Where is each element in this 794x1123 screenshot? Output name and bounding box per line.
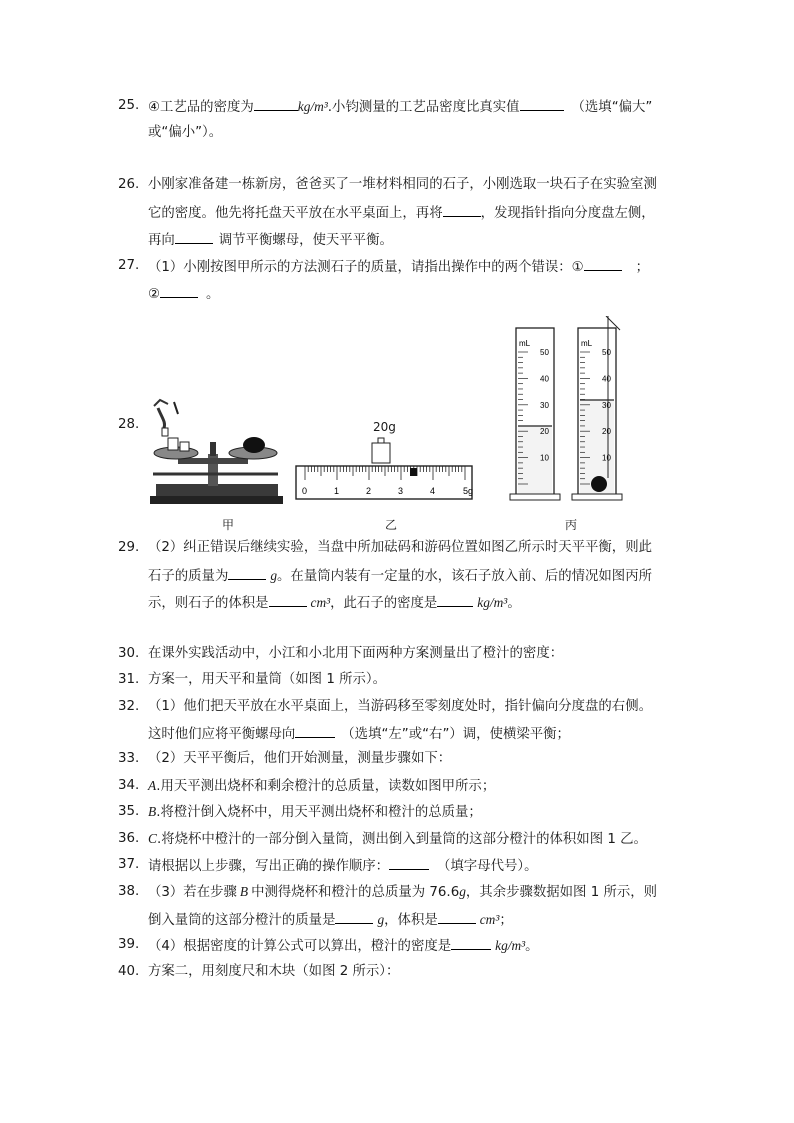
ruler-tick-label: 2	[366, 486, 372, 496]
cylinder-tick-label: 40	[540, 374, 549, 384]
figure-caption-bing: 丙	[565, 518, 578, 532]
question-line: 示，则石子的体积是 cm³，此石子的密度是 kg/m³。	[148, 595, 521, 611]
answer-blank[interactable]	[438, 910, 476, 924]
question-line: 或“偏小”）。	[148, 125, 223, 140]
cylinder-tick-label: 30	[602, 400, 611, 410]
ruler-tick-label: 3	[398, 486, 404, 496]
answer-blank[interactable]	[295, 724, 335, 738]
cylinder-tick-label: 20	[602, 427, 611, 437]
ruler-tick-label: 1	[334, 486, 340, 496]
question-line: （4）根据密度的计算公式可以算出，橙汁的密度是 kg/m³。	[148, 938, 539, 954]
question-line: 小刚家准备建一栋新房，爸爸买了一堆材料相同的石子，小刚选取一块石子在实验室测	[148, 177, 657, 192]
answer-blank[interactable]	[443, 203, 481, 217]
answer-blank[interactable]	[389, 856, 429, 870]
weight-and-ruler	[295, 436, 475, 502]
ruler-tick-label: 0	[302, 486, 308, 496]
question-number: 30.	[118, 646, 140, 661]
question-line: （3）若在步骤 B 中测得烧杯和橙汁的总质量为 76.6g，其余步骤数据如图 1 所示，则	[148, 884, 658, 900]
question-line: 方案二，用刻度尺和木块（如图 2 所示）：	[148, 964, 400, 979]
answer-blank[interactable]	[269, 593, 307, 607]
cylinder-tick-label: 10	[540, 453, 549, 463]
question-line: （2）纠正错误后继续实验，当盘中所加砝码和游码位置如图乙所示时天平平衡，则此	[148, 540, 652, 555]
cylinder-unit-label: mL	[581, 339, 593, 348]
question-line: ④工艺品的密度为 kg/m³.小钧测量的工艺品密度比真实值 （选填“偏大”	[148, 99, 653, 115]
answer-blank[interactable]	[451, 936, 491, 950]
question-number: 35.	[118, 804, 140, 819]
weight-label: 20g	[373, 420, 396, 434]
cylinder-tick-label: 10	[602, 453, 611, 463]
cylinder-tick-label: 20	[540, 427, 549, 437]
question-line: C.将烧杯中橙汁的一部分倒入量筒，测出倒入到量筒的这部分橙汁的体积如图 1 乙。	[148, 831, 647, 847]
question-number: 33.	[118, 751, 140, 766]
cylinder-tick-label: 40	[602, 374, 611, 384]
question-number: 39.	[118, 937, 140, 952]
balance-illustration	[148, 398, 283, 506]
cylinders-illustration	[506, 316, 626, 504]
answer-blank[interactable]	[254, 97, 298, 111]
question-28-number: 28.	[118, 417, 140, 432]
question-line: A.用天平测出烧杯和剩余橙汁的总质量，读数如图甲所示；	[148, 778, 496, 794]
question-line: B.将橙汁倒入烧杯中，用天平测出烧杯和橙汁的总质量；	[148, 804, 482, 820]
answer-blank[interactable]	[175, 230, 213, 244]
question-line: 石子的质量为 g。在量筒内装有一定量的水，该石子放入前、后的情况如图丙所	[148, 568, 652, 584]
cylinder-unit-label: mL	[519, 339, 531, 348]
cylinder-tick-label: 50	[540, 348, 549, 357]
question-line: ② 。	[148, 284, 219, 304]
question-line: 这时他们应将平衡螺母向 （选填“左”或“右”）调，使横梁平衡；	[148, 724, 570, 744]
question-line: 在课外实践活动中，小江和小北用下面两种方案测量出了橙汁的密度：	[148, 646, 564, 661]
answer-blank[interactable]	[228, 566, 266, 580]
question-line: 它的密度。他先将托盘天平放在水平桌面上，再将 ，发现指针指向分度盘左侧，	[148, 203, 655, 223]
question-number: 31.	[118, 672, 140, 687]
cylinder-tick-label: 30	[540, 400, 549, 410]
question-number: 34.	[118, 778, 140, 793]
ruler-tick-label: 5g	[463, 486, 474, 496]
question-line: 倒入量筒的这部分橙汁的质量是 g，体积是 cm³；	[148, 912, 513, 928]
answer-blank[interactable]	[437, 593, 473, 607]
question-line: 再向 调节平衡螺母，使天平平衡。	[148, 230, 393, 250]
question-number: 27.	[118, 258, 140, 273]
ruler-tick-label: 4	[430, 486, 436, 496]
question-number: 25.	[118, 98, 140, 113]
answer-blank[interactable]	[335, 910, 373, 924]
answer-blank[interactable]	[584, 257, 622, 271]
question-number: 40.	[118, 964, 140, 979]
question-line: 方案一，用天平和量筒（如图 1 所示）。	[148, 672, 386, 687]
answer-blank[interactable]	[160, 284, 198, 298]
question-number: 26.	[118, 177, 140, 192]
figure-caption-yi: 乙	[385, 518, 398, 532]
question-line: 请根据以上步骤，写出正确的操作顺序： （填字母代号）。	[148, 856, 537, 876]
question-line: （1）他们把天平放在水平桌面上，当游码移至零刻度处时，指针偏向分度盘的右侧。	[148, 699, 652, 714]
question-number: 32.	[118, 699, 140, 714]
question-number: 37.	[118, 857, 140, 872]
question-line: （1）小刚按图甲所示的方法测石子的质量，请指出操作中的两个错误：① ；	[148, 257, 649, 277]
question-number: 29.	[118, 540, 140, 555]
question-number: 38.	[118, 884, 140, 899]
figure-caption-jia: 甲	[222, 518, 235, 532]
question-number: 36.	[118, 831, 140, 846]
question-line: （2）天平平衡后，他们开始测量，测量步骤如下：	[148, 751, 452, 766]
answer-blank[interactable]	[520, 97, 564, 111]
cylinder-tick-label: 50	[602, 348, 611, 357]
